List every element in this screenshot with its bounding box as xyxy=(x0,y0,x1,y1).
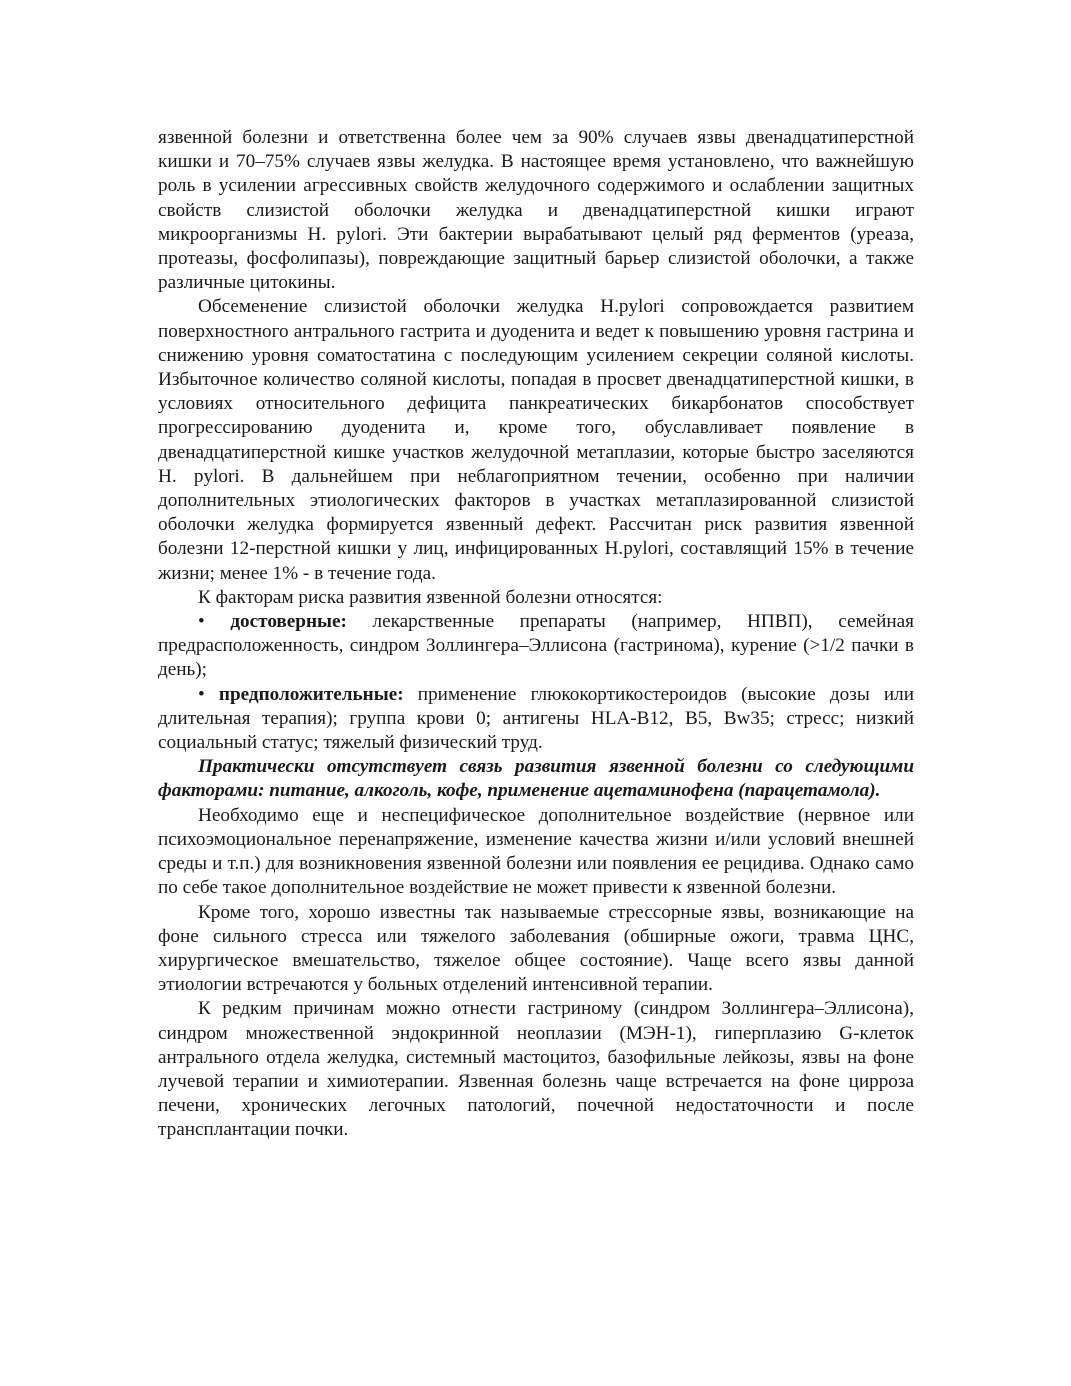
paragraph-1: язвенной болезни и ответственна более чем за 90% случаев язвы двенадцатиперстной кишки и 70–75% случаев язвы желудка. В настоящее время установлено, что важнейшую роль в усилении агрессивных свойств желудочного содержимого и ослаблении защитных свойств слизистой оболочки желудка и двенадцатиперстной кишки играют микроорганизмы H. pylori. Эти бактерии вырабатывают целый ряд ферментов (уреаза, протеазы, фосфолипазы), повреждающие защитный барьер слизистой оболочки, а также различные цитокины. xyxy=(158,127,914,294)
bullet-marker: • xyxy=(198,683,205,705)
paragraph-3: К факторам риска развития язвенной болезни относятся: xyxy=(198,586,663,608)
bullet-item-reliable xyxy=(158,610,914,683)
paragraph-6: Кроме того, хорошо известны так называемые стрессорные язвы, возникающие на фоне сильного стресса или тяжелого заболевания (обширные ожоги, травма ЦНС, хирургическое вмешательство, тяжелое общее состояние). Чаще всего язвы данной этиологии встречаются у больных отделений интенсивной терапии. xyxy=(158,901,914,996)
document-page xyxy=(158,126,914,1143)
bullet-marker: • xyxy=(198,611,205,633)
paragraph-2: Обсеменение слизистой оболочки желудка H.pylori сопровождается развитием поверхностного антрального гастрита и дуоденита и ведет к повышению уровня гастрина и снижению уровня соматостатина с последующим усилением секреции соляной кислоты. Избыточное количество соляной кислоты, попадая в просвет двенадцатиперстной кишки, в условиях относительного дефицита панкреатических бикарбонатов способствует прогрессированию дуоденита и, кроме того, обуславливает появление в двенадцатиперстной кишке участков желудочной метаплазии, которые быстро заселяются H. pylori. В дальнейшем при неблагоприятном течении, особенно при наличии дополнительных этиологических факторов в участках метаплазированной слизистой оболочки желудка формируется язвенный дефект. Рассчитан риск развития язвенной болезни 12-перстной кишки у лиц, инфицированных H.pylori, составлящий 15% в течение жизни; менее 1% - в течение года. xyxy=(158,296,914,584)
bullet-label-reliable: достоверные: xyxy=(230,611,347,633)
bullet-text-presumed: применение глюкокортикостероидов (высокие дозы или длительная терапия); группа крови 0; антигены HLA-B12, B5, Bw35; стресс; низкий социальный статус; тяжелый физический труд. xyxy=(158,683,914,754)
paragraph-5: Необходимо еще и неспецифическое дополнительное воздействие (нервное или психоэмоциональное перенапряжение, изменение качества жизни и/или условий внешней среды и т.п.) для возникновения язвенной болезни или появления ее рецидива. Однако само по себе такое дополнительное воздействие не может привести к язвенной болезни. xyxy=(158,804,914,899)
bullet-label-presumed: предположительные: xyxy=(218,683,404,705)
bullet-text-reliable: лекарственные препараты (например, НПВП), семейная предрасположенность, синдром Золлингера–Эллисона (гастринома), курение (>1/2 пачки в день); xyxy=(158,611,914,681)
paragraph-emphasis: Практически отсутствует связь развития язвенной болезни со следующими факторами: питание, алкоголь, кофе, применение ацетаминофена (парацетамола). xyxy=(158,756,914,802)
bullet-item-presumed xyxy=(158,683,914,756)
paragraph-7: К редким причинам можно отнести гастриному (синдром Золлингера–Эллисона), синдром множественной эндокринной неоплазии (МЭН-1), гиперплазию G-клеток антрального отдела желудка, системный мастоцитоз, базофильные лейкозы, язвы на фоне лучевой терапии и химиотерапии. Язвенная болезнь чаще встречается на фоне цирроза печени, хронических легочных патологий, почечной недостаточности и после трансплантации почки. xyxy=(158,998,914,1141)
